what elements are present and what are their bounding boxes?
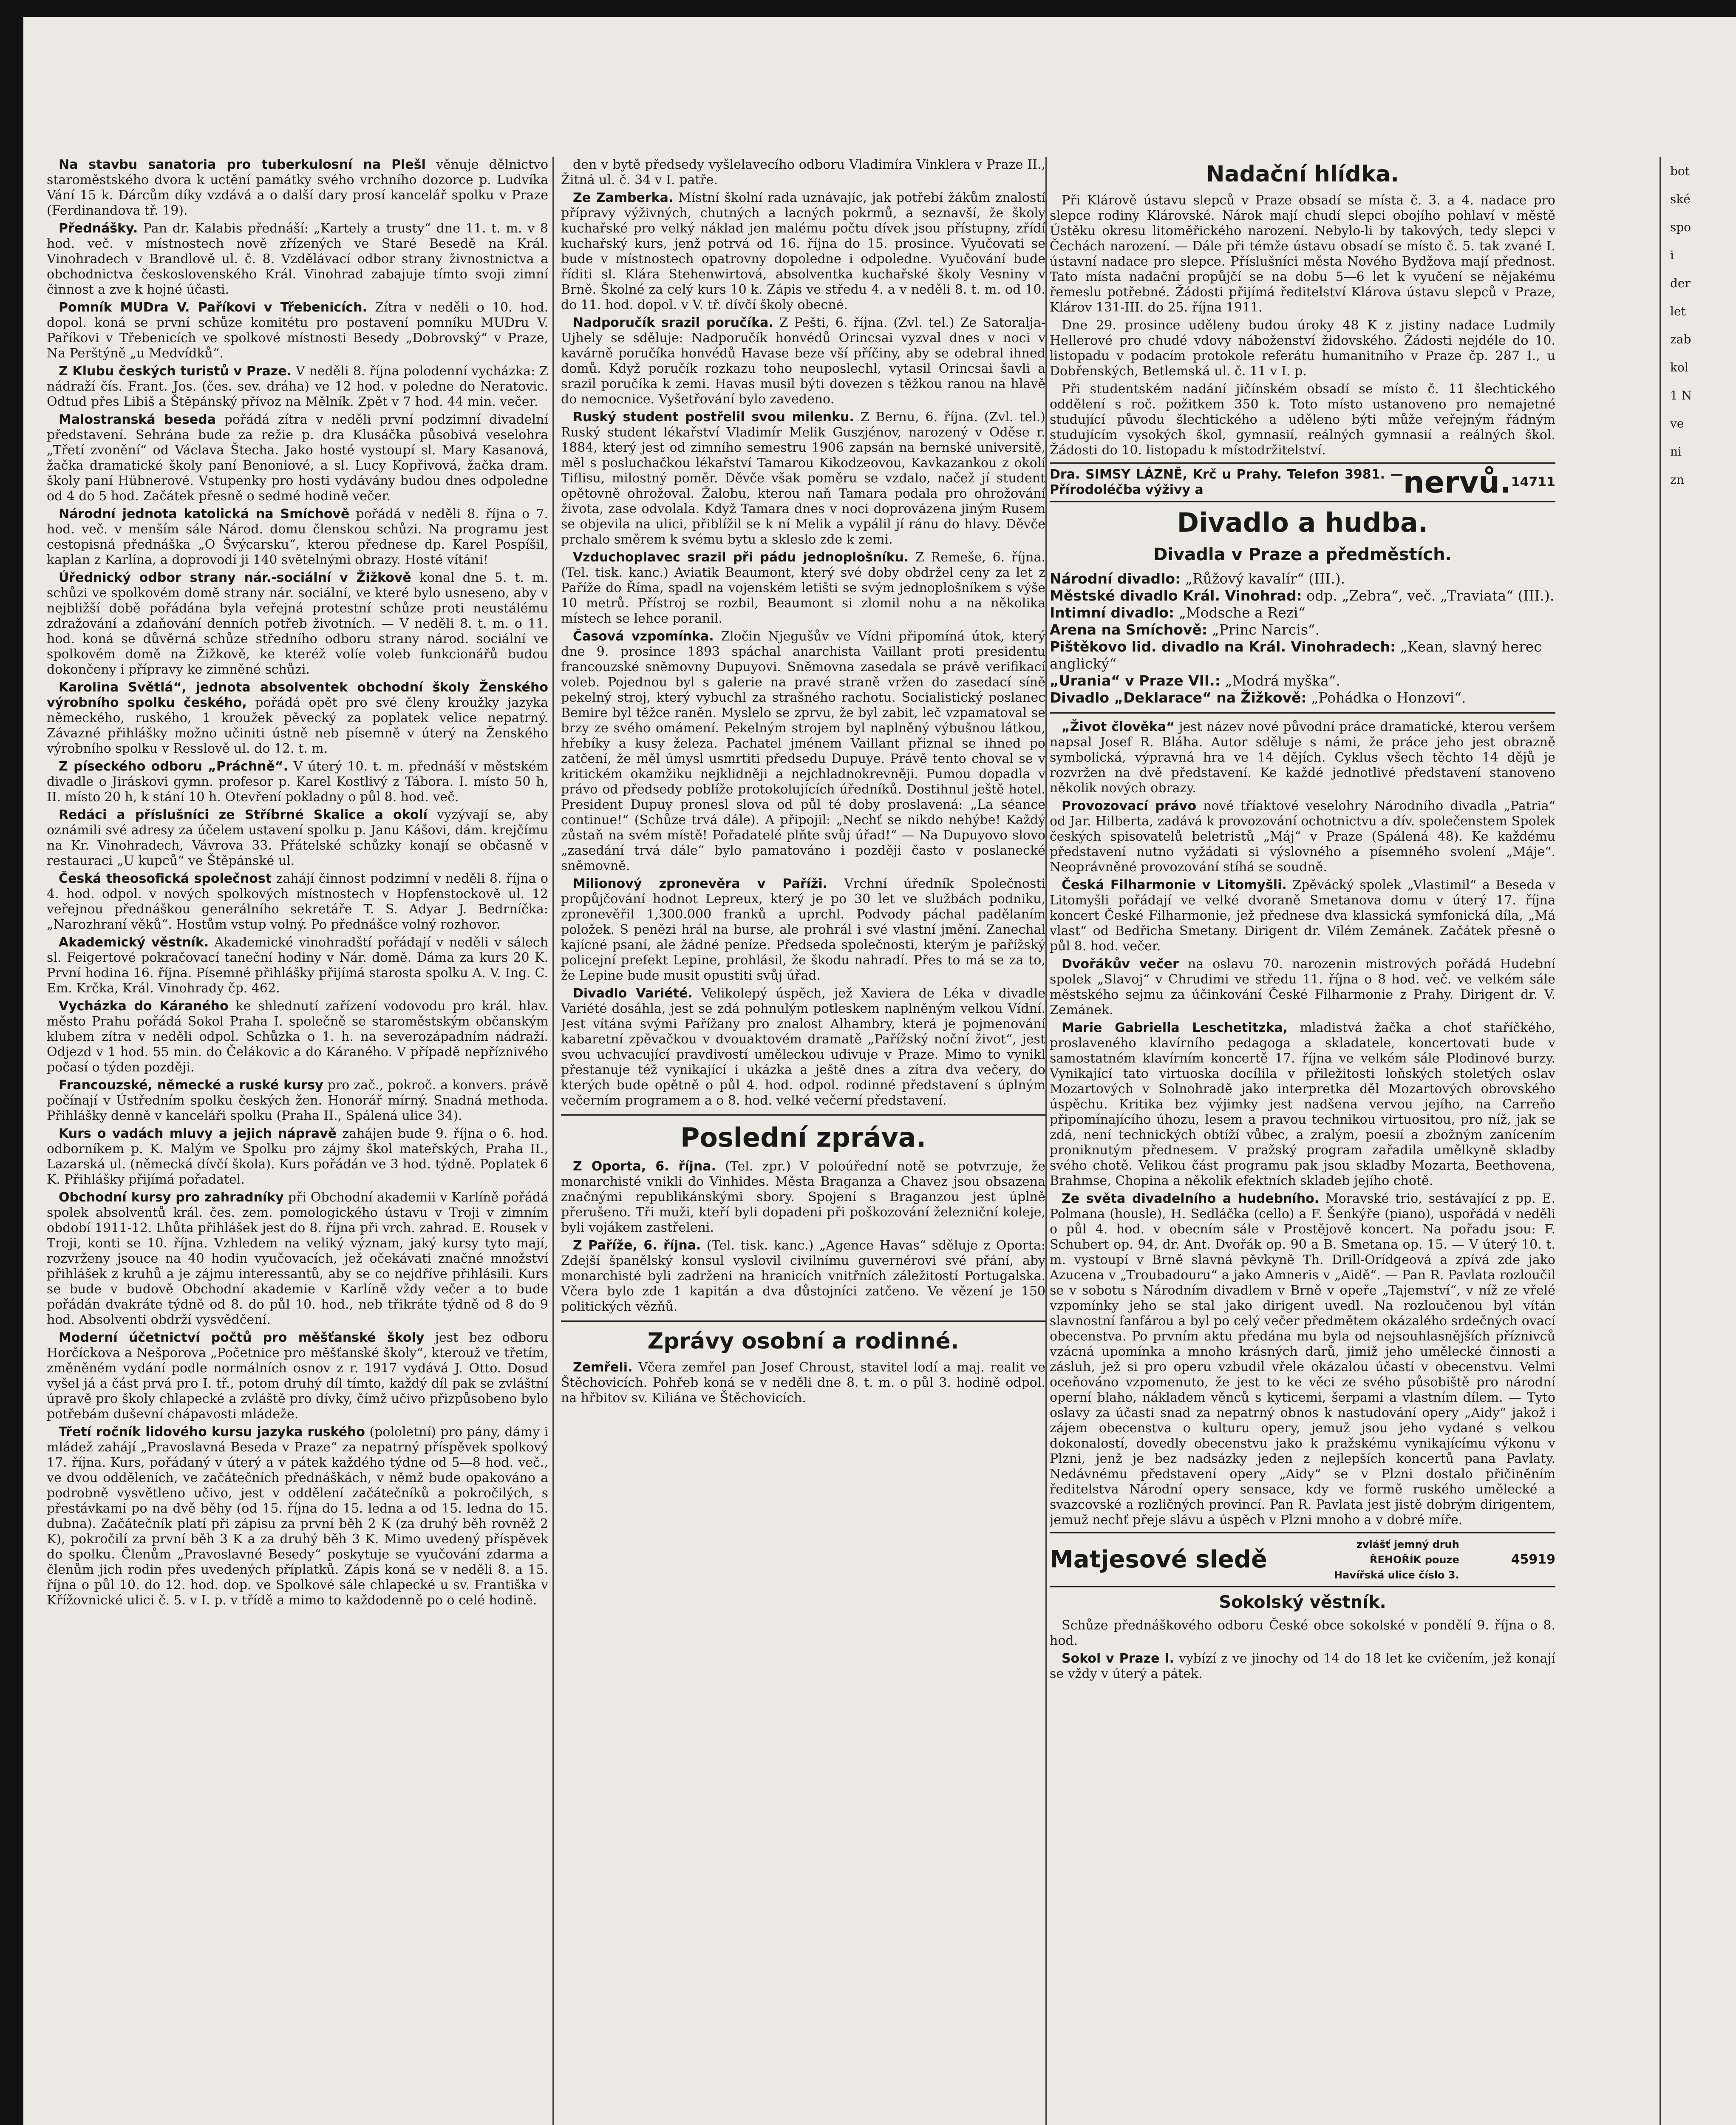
article-text: (Tel. zpr.) V poloúřední notě se potvrzuje, že monarchisté vnikli do Vinhides. Města Braganza a Chavez jsou obsazena značnými republikánskými sbory. Spojení s Braganzou jest úplně přerušeno. Tři muži, kteří byli dopadeni při poškozování železniční koleje, byli vojákem zastřeleni. (561, 1159, 1045, 1235)
article-paragraph (47, 507, 548, 568)
article-text: Z Pešti, 6. října. (Zvl. tel.) Ze Satoralja-Ujhely se sděluje: Nadporučík honvédů Orincsai vyzval dnes v noci v kavárně poručíka honvédů Havase beze vší příčiny, aby se odebral ihned domů. Když poručík rozkazu toho neuposlechl, vytasil Orincsai šavli a srazil poručíka k zemi. Havas musil býti dovezen s těžkou ranou na hlavě do nemocnice. Vyšetřování bylo zavedeno. (561, 315, 1045, 407)
article-paragraph (561, 1360, 1045, 1406)
theatre-house: Národní divadlo: (1050, 570, 1181, 587)
theatre-play: „Modsche a Rezi“ (1178, 604, 1306, 621)
cut-off-text-fragment: bot (1670, 164, 1690, 178)
advert-sledi-text: zvlášť jemný druh ŘEHOŘÍK pouze Havířská ulice číslo 3. (1334, 1538, 1459, 1581)
article-text: pořádá v neděli 8. října o 7. hod. več. v menším sále Národ. domu členskou schůzi. Na programu jest cestopisná přednáška „O Švýcarsku“, kterou přednese dp. Karel Pospíšil, kaplan z Karlína, a doprovodí ji 140 světelnými obrazy. Hosté vítáni! (47, 507, 548, 567)
article-paragraph (1050, 878, 1555, 954)
article-paragraph (1050, 193, 1555, 315)
theatre-play: „Princ Narcis“. (1212, 621, 1320, 638)
advert-nervu-word: nervů. (1403, 465, 1511, 500)
sokol-items (1050, 1618, 1555, 1682)
article-lead: Z Paříže, 6. října. (573, 1238, 701, 1253)
article-paragraph (561, 876, 1045, 983)
article-lead: Z Klubu českých turistů v Praze. (59, 364, 292, 379)
article-paragraph (561, 629, 1045, 874)
article-paragraph (1050, 957, 1555, 1018)
article-text: V neděli 8. října polodenní vycházka: Z nádraží čís. Frant. Jos. (čes. sev. dráha) ve 12 hod. v poledne do Neratovic. Odtud přes Libiš a Štěpánský přívoz na Mělník. Zpět v 7 hod. 44 min. večer. (47, 364, 548, 409)
article-text: Dne 29. prosince uděleny budou úroky 48 K z jistiny nadace Ludmily Hellerové pro chudé vdovy náboženství židovského. Žádosti nejdéle do 10. listopadu v podacím protokole referátu humanitního v Praze čp. 287 I., u Dobřenských, Betlemská ul. č. 11 v I. p. (1050, 318, 1555, 379)
article-text: Velikolepý úspěch, jež Xaviera de Léka v divadle Variété dosáhla, jest se zdá pohnulým potleskem naplněným velkou Vídní. Jest vítána svými Pařížany pro znalost Alhambry, která je pojmenování kabaretní zpěvačkou v dvouaktovém dramatě „Pařížský noční život“, jest svou uchvacující pravdivostí uměleckou udivuje v Praze. Mimo to vynikl přestanuje též vynikající i ukázka a ještě dnes a zítra dva večery, do kterých bude opětně o půl 4. hod. odpol. rodinné představení s úplným večerním programem a o 8. hod. velké večerní představení. (561, 986, 1045, 1108)
article-lead: Přednášky. (59, 221, 138, 236)
article-lead: Třetí ročník lidového kursu jazyka ruského (59, 1425, 365, 1439)
article-lead: Akademický věstník. (59, 935, 209, 950)
article-text: Při studentském nadání jičínském obsadí se místo č. 11 šlechtického oddělení s roč. požitkem 350 k. Toto místo ustanoveno pro nemajetné studující původu šlechtického a uděleno býti může veřejným řádným studujícím vysokých škol, gymnasií, reálných gymnasií a reálných škol. Žádosti do 10. listopadu k místodržitelství. (1050, 382, 1555, 458)
article-text: vyzývají se, aby oznámili své adresy za účelem ustavení spolku p. Janu Kášovi, dám. krejčímu na Kr. Vinohradech, Vávrova 33. Přátelské schůzky konají se občasně v restauraci „U kupců“ ve Štěpánské ul. (47, 808, 548, 868)
article-text: V úterý 10. t. m. přednáší v městském divadle o Jiráskovi gymn. profesor p. Karel Kostlivý z Tábora. I. místo 50 h, II. místo 20 h, k stání 10 h. Otevření pokladny o půl 8. hod. več. (47, 759, 548, 805)
cut-off-text-fragment: ské (1670, 192, 1691, 206)
article-text: Zítra v neděli o 10. hod. dopol. koná se první schůze komitétu pro postavení pomníku MUDru V. Paříkovi v Třebenicích ve spolkové místnosti Besedy „Dobrovský“ v Praze, Na Perštýně „u Medvídků“. (47, 300, 548, 361)
article-text: jest název nové původní práce dramatické, kterou veršem napsal Josef R. Bláha. Autor sděluje s námi, že práce jeho jest obrazně symbolická, výpravná hra ve 14 dějích. Cyklus všech těchto 14 dějů je rozvržen na dvě představení. Ke každé jednotlivé představení stanoveno několik nových obrazy. (1050, 720, 1555, 796)
theatre-play: „Modrá myška“. (1225, 672, 1341, 689)
theatre-entry (1050, 672, 1555, 689)
article-text: Schůze přednáškového odboru České obce sokolské v pondělí 9. října o 8. hod. (1050, 1618, 1555, 1648)
divider (561, 1114, 1045, 1116)
article-paragraph (1050, 1651, 1555, 1682)
personal-news-items (561, 1360, 1045, 1406)
article-text: na oslavu 70. narozenin mistrových pořádá Hudební spolek „Slavoj“ v Chrudimi ve středu 11. října o 8 hod. več. ve velkém sále městského sejmu za účinkování České Filharmonie z Prahy. Dirigent dr. V. Zemánek. (1050, 957, 1555, 1017)
article-text: Zločin Njegušův ve Vídni připomíná útok, který dne 9. prosince 1893 spáchal anarchista Vaillant proti presidentu francouzské sněmovny Dupuyovi. Sněmovna zasedala se právě verifikací voleb. Pojednou byl s galerie na pravé straně vržen do zasedací síně pekelný stroj, který vybuchl za strašného rachotu. Socialistický poslanec Bemire byl těžce raněn. Myslelo se zprvu, že byl zabit, leč vzpamatoval se brzy ze svého omámení. Pekelným strojem byl naplněný výbušnou látkou, hřebíky a kusy železa. Pachatel jménem Vaillant přiznal se ihned po zatčení, že měl úmysl usmrtiti předsedu Dupuye. Právě tento choval se v kritickém okamžiku nejklidněji a nejchladnokrevněji. Pumou dopadla v právo od předsedy poblíže protokolujících úředníků. Dostihnul ještě hotel. President Dupuy pronesl slova od půl té doby proslavená: „La séance continue!“ (Schůze trvá dále). A připojil: „Nechť se nikdo nehýbe! Každý zůstaň na svém místě! Pořadatelé plňte svůj úřad!“ — Na Dupuyovo slovo „zasedání trvá dále“ bylo pamatováno i později často v poslanecké sněmovně. (561, 629, 1045, 873)
cut-off-text-fragment: der (1670, 276, 1691, 290)
article-text: zahájí činnost podzimní v neděli 8. října o 4. hod. odpol. v nových spolkových místnostech v Hopfenstockově ul. 12 veřejnou přednáškou generálního sekretáře T. S. Adyar J. Bedrníčka: „Narozhraní věků“. Hostům vstup volný. Po přednášce volný rozhovor. (47, 871, 548, 932)
article-lead: Na stavbu sanatoria pro tuberkulosní na Plešl (59, 157, 426, 172)
article-paragraph (47, 999, 548, 1075)
heading-theatre-music: Divadlo a hudba. (1177, 507, 1428, 538)
article-lead: Milionový zpronevěra v Paříži. (573, 876, 828, 891)
article-text: Vrchní úředník Společnosti propůjčování hodnot Lepreux, který je po 30 let ve službách podniku, zpronevěřil 1,300.000 franků a uprchl. Podvody páchal padělaním položek. S penězi hrál na burse, ale prohrál i své vlastní jmění. Zanechal kajícné psaní, ale žádné peníze. Předseda společnosti, kterým je pařížský policejní prefekt Lepine, prohlásil, že škodu nahradí. Přes to má se za to, že Lepine bude musit opustiti svůj úřad. (561, 876, 1045, 983)
article-paragraph (47, 871, 548, 932)
article-lead: Sokol v Praze I. (1062, 1651, 1174, 1666)
article-text: pro zač., pokroč. a konvers. právě počínají v Ústředním spolku českých žen. Honorář mírný. Snadná methoda. Přihlášky denně v kanceláři spolku (Praha II., Spálená ulice 34). (47, 1078, 548, 1123)
article-paragraph (561, 1238, 1045, 1315)
article-paragraph (1050, 799, 1555, 875)
article-paragraph (47, 759, 548, 805)
article-lead: Divadlo Variété. (573, 986, 693, 1001)
article-text: Akademické vinohradští pořádají v neděli v sálech sl. Feigertové pokračovací taneční hodiny v Nár. domě. Dáma za kurs 20 K. První hodina 16. října. Písemné přihlášky přijímá starosta spolku A. V. Ing. C. Em. Krčka, Král. Vinohrady čp. 462. (47, 935, 548, 996)
article-lead: Česká theosofická společnost (59, 871, 272, 886)
column-2-news (561, 157, 1045, 1108)
article-lead: Obchodní kursy pro zahradníky (59, 1190, 284, 1205)
article-lead: Vzduchoplavec srazil při pádu jednoplošníku. (573, 550, 909, 565)
article-paragraph (47, 300, 548, 361)
theatre-play: odp. „Zebra“, več. „Traviata“ (III.). (1306, 587, 1555, 604)
article-text: Pan dr. Kalabis přednáší: „Kartely a trusty“ dne 11. t. m. v 8 hod. več. v místnostech nově zřízených ve Staré Besedě na Král. Vinohradech v Brandlově ul. č. 8. Vzdělávací odbor strany živnostnictva a obchodnictva československého Král. Vinohrad zabajuje tímto svoji zimní činnost a zve k hojné účasti. (47, 221, 548, 297)
article-paragraph (1050, 382, 1555, 458)
article-paragraph (561, 986, 1045, 1108)
article-text: pořádá opět pro své členy kroužky jazyka německého, ruského, 1 kroužek pěvecký za poplatek velice nepatrný. Závazné přihlášky možno učiniti ústně neb písemně v úterý na Ženského výrobního spolku v Resslově ul. do 12. t. m. (47, 695, 548, 756)
article-paragraph (1050, 720, 1555, 796)
article-lead: Moderní účetnictví počtů pro měšťanské školy (59, 1330, 425, 1345)
theatre-entry (1050, 604, 1555, 621)
theatre-house: Arena na Smíchově: (1050, 621, 1207, 638)
column-4-fragment (1670, 157, 1730, 2125)
advert-sledi-number: 45919 (1511, 1552, 1555, 1567)
article-text: věnuje dělnictvo staroměstského dvora k uctění památky svého vrchního dozorce p. Ludvíka Vání 15 k. Dárcům díky vzdává a o další dary prosí kancelář spolku v Praze (Ferdinandova tř. 19). (47, 157, 548, 218)
theatre-house: Pištěkovo lid. divadlo na Král. Vinohradech: (1050, 638, 1396, 655)
article-lead: Francouzské, německé a ruské kursy (59, 1078, 323, 1093)
article-text: vybízí z ve jinochy od 14 do 18 let ke cvičením, jež konají se vždy v úterý a pátek. (1050, 1651, 1555, 1681)
article-text: Z Remeše, 6. října. (Tel. tisk. kanc.) Aviatik Beaumont, který své doby obdržel ceny za let z Paříže do Říma, spadl na vojenském letišti se svým jednoplošníkem s výše 10 metrů. Přístroj se rozbil, Beaumont si zlomil nohu a na několika místech se lehce poranil. (561, 550, 1045, 626)
cut-off-text-fragment: 1 N (1670, 388, 1692, 402)
article-text: Místní školní rada uznávajíc, jak potřebí žákům znalostí přípravy výživných, chutných a lacných pokrmů, a seznavší, že školy kuchařské pro velký náklad jen malému počtu dívek jsou přístupny, zřídí kuchařský kurs, jenž potrvá od 16. října do 15. prosince. Vyučovati se bude v místnostech opatrovny dopoledne i odpoledne. Vyučování bude říditi sl. Klára Stehenwirtová, absolventka kuchařské školy Vesniny v Brně. Školné za celý kurs 10 k. Zápis ve středu 4. a v neděli 8. t. m. od 10. do 11. hod. dopol. v V. tř. dívčí školy obecné. (561, 190, 1045, 312)
article-text: den v bytě předsedy vyšlelavecího odboru Vladimíra Vinklera v Praze II., Žitná ul. č. 34 v I. patře. (561, 157, 1045, 187)
article-lead: Kurs o vadách mluvy a jejich nápravě (59, 1126, 337, 1141)
heading-sokol-bulletin: Sokolský věstník. (1219, 1592, 1386, 1612)
last-news-items (561, 1159, 1045, 1315)
article-paragraph (561, 1159, 1045, 1235)
column-1 (47, 157, 548, 2125)
theatre-entry (1050, 689, 1555, 706)
divider (561, 1320, 1045, 1322)
theatre-house: Intimní divadlo: (1050, 604, 1175, 621)
article-lead: „Život člověka“ (1062, 720, 1175, 734)
article-text: (pololetní) pro pány, dámy i mládež zahájí „Pravoslavná Beseda v Praze“ za nepatrný příspěvek spolkový 17. října. Kurs, pořádaný v úterý a v pátek každého týdne od 5—8 hod. več., ve dvou odděleních, ve začátečních přednáškách, v němž bude opakováno a podrobně vysvětleno učivo, jest v oddělení začátečníků a pokročilých, s přestávkami po na dvě běhy (od 15. října do 15. ledna a od 15. ledna do 15. dubna). Začátečník platí při zápisu za první běh 2 K (za druhý běh rovněž 2 K), pokročilí za první běh 3 K a za druhý běh 3 K. Mimo uvedený příspěvek do spolku. Členům „Pravoslavné Besedy“ poskytuje se vyučování zdarma a členům jich rodin přes uvedených příplatků. Zápis koná se v neděli 8. a 15. října o půl 10. do 12. hod. dop. ve Spolkové sále chlapecké u sv. Františka v Křížovnické ulici č. 5. v I. p. v třídě a mimo to každodenně po o celé hodině. (47, 1425, 548, 1608)
article-text: Při Klárově ústavu slepců v Praze obsadí se místa č. 3. a 4. nadace pro slepce rodiny Klárovské. Nárok mají chudí slepci obojího pohlaví v městě Ústěku okresu litoměřického narození. Nebylo-li by takových, tedy slepci v Čechách narození. — Dále při témže ústavu obsadí se místo č. 5. tak zvané I. ústavní nadace pro slepce. Příslušníci města Nového Bydžova mají přednost. Tato místa nadační propůjčí se na dobu 5—6 let k vyučení se nějakému řemeslu potřebné. Žádosti přijímá ředitelství Klárova ústavu slepců v Praze, Klárov 131-III. do 25. října 1911. (1050, 193, 1555, 315)
article-text: nové tříaktové veselohry Národního divadla „Patria“ od Jar. Hilberta, zadává k provozování ochotnictvu a dív. společenstem Spolek českých spisovatelů beletristů „Máj“ v Praze (Spálená 48). Ke každému představení nutno vyžádati si výslovného a písemného svolení „Máje“. Neoprávněné provozování stíhá se soudně. (1050, 799, 1555, 875)
article-text: (Tel. tisk. kanc.) „Agence Havas“ sděluje z Oporta: Zdejší španělský konsul vyslovil civilnímu guvernérovi své přání, aby monarchisté byli zadrženi na hranicích vnitřních záležitostí Portugalska. Včera bylo zde 1 kapitán a dva důstojníci zatčeno. Ve vězení je 150 politických vězňů. (561, 1238, 1045, 1314)
theatre-house: „Urania“ v Praze VII.: (1050, 672, 1221, 689)
article-text: konal dne 5. t. m. schůzi ve spolkovém domě strany nár. sociální, ve které bylo usneseno, aby v nejbližší době pořádána byla veřejná protestní schůze proti neustálému zdražování a zdaňování denních potřeb životních. — V neděli 8. t. m. o 11. hod. koná se důvěrná schůze středního odboru strany národ. sociální ve spolkovém domě na Žižkově, ke kteréž volíe voleb funkcionářů budou dokončeny i přípravy ke zimněné schůzi. (47, 570, 548, 677)
advert-nervu-text: Dra. SIMSY LÁZNĚ, Krč u Prahy. Telefon 3981. — Přírodoléčba výživy a (1050, 467, 1403, 497)
article-lead: Redáci a příslušníci ze Stříbrné Skalice a okolí (59, 808, 428, 822)
article-lead: Pomník MUDra V. Paříkovi v Třebenicích. (59, 300, 367, 315)
article-text: Včera zemřel pan Josef Chroust, stavitel lodí a maj. realit ve Štěchovicích. Pohřeb koná se v neděli dne 8. t. m. o půl 3. hodině odpol. na hřbitov sv. Kiliána ve Štěchovicích. (561, 1360, 1045, 1405)
article-text: mladistvá žačka a choť staříčkého, proslaveného klavírního pedagoga a skladatele, koncertovati bude v samostatném klavírním koncertě 17. října ve velkém sále Plodinové burzy. Vynikající tato virtuoska docílila v přiležitosti loňských stoletých oslav Mozartových v Solnohradě jako interpretka děl Mozartových obrovského úspěchu. Kritika bez výjimky jest nadšena vervou jejího, na Carreňo připomínajícího úhozu, lesem a pravou technikou virtuositou, pro níž, jak se zdá, není technických obtíží vůbec, a zralým, poesií a zbožným zanícením proniknutým přednesem. V pražský program zařadila umělkyně skladby svého chotě. Velikou část programu pak jsou skladby Mozarta, Beethovena, Brahmse, Chopina a několik efektních skladeb jejího chotě. (1050, 1020, 1555, 1188)
theatre-entry (1050, 638, 1555, 672)
scan-top-edge (0, 0, 1736, 17)
article-lead: Česká Filharmonie v Litomyšli. (1062, 878, 1287, 892)
article-paragraph (47, 680, 548, 756)
theatre-play: „Pohádka o Honzovi“. (1311, 689, 1466, 706)
column-rule (1660, 157, 1661, 2125)
article-paragraph (47, 412, 548, 504)
advert-nervu-number: 14711 (1511, 475, 1555, 490)
theatre-listing (1050, 570, 1555, 706)
divider (1050, 712, 1555, 714)
heading-last-news: Poslední zpráva. (680, 1122, 926, 1153)
article-lead: Zemřeli. (573, 1360, 633, 1375)
theatre-entry (1050, 621, 1555, 638)
article-paragraph (47, 1078, 548, 1124)
heading-personal-news: Zprávy osobní a rodinné. (647, 1329, 959, 1354)
article-lead: Malostranská beseda (59, 412, 216, 427)
article-paragraph (561, 410, 1045, 547)
theatre-entry (1050, 587, 1555, 604)
advert-nervu (1050, 462, 1555, 502)
theatre-play: „Kean, slavný herec anglický“ (1050, 638, 1542, 672)
article-paragraph (47, 364, 548, 410)
cut-off-text-fragment: zn (1670, 473, 1684, 487)
article-text: zahájen bude 9. října o 6. hod. odborníkem p. K. Malým ve Spolku pro zájmy škol mateřských, Praha II., Lazarská ul. (německá dívčí škola). Kurs pořádán ve 3 hod. týdně. Poplatek 6 K. Přihlášky přijímá pořadatel. (47, 1126, 548, 1187)
column-rule (1045, 157, 1047, 2125)
article-text: Zpěvácký spolek „Vlastimil“ a Beseda v Litomyšli pořádají ve velké dvoraně Smetanova domu v úterý 17. října koncert České Filharmonie, jež přednese dva klassická symfonická díla, „Má vlast“ od Bedřicha Smetany. Dirigent dr. Vilém Zemánek. Začátek přesně o půl 8. hod. večer. (1050, 878, 1555, 954)
article-lead: Časová vzpomínka. (573, 629, 714, 644)
heading-theatres-prague: Divadla v Praze a předměstích. (1153, 545, 1452, 564)
article-paragraph (1050, 1020, 1555, 1189)
article-paragraph (47, 808, 548, 869)
article-paragraph (47, 1190, 548, 1328)
article-paragraph (47, 570, 548, 677)
article-paragraph (47, 1330, 548, 1422)
article-lead: Z píseckého odboru „Práchně“. (59, 759, 289, 774)
article-text: při Obchodní akademii v Karlíně pořádá spolek absolventů král. čes. zem. pomologického ústavu v Troji v zimním období 1911-12. Lhůta přihlášek jest do 8. října při vrch. zahrad. E. Rousek v Troji, konti se 10. října. Vzhledem na veliký význam, jaký kursy tyto mají, rozvrženy jsouce na 40 hodin vyučovacích, jež očekávati značné množství přihlášek z kruhů a je zájmu interessantů, aby se co nejdříve přihlásili. Kurs se bude v budově Obchodní akademie v Karlíně vždy večer a to bude pořádán dvakráte týdně od 8. do půl 10. hod., neb třikráte týdně od 8 do 9 hod. Absolventi obdrží vysvědčení. (47, 1190, 548, 1327)
article-text: pořádá zítra v neděli první podzimní divadelní představení. Sehrána bude za režie p. dra Klusáčka působivá veselohra „Třetí zvonění“ od Václava Štecha. Jako hosté vystoupí sl. Mary Kasanová, žačka dramatické školy paní Benoniové, a sl. Lucy Kopřivová, žačka dram. školy paní Hübnerové. Vstupenky pro hosti vydávány budou dnes odpoledne od 4 do 5 hod. Začátek přesně o sedmé hodině večer. (47, 412, 548, 504)
article-text: jest bez odboru Horčíckova a Nešporova „Početnice pro měšťanské školy“, kterouž ve třetím, změněném vydání podle normálních osnov z r. 1917 vydává J. Otto. Dosud vyšel já a část prvá pro I. tř., potom druhý díl tímto, každý díl pak se zvláštní úpravě pro školy chlapecké a zvláště pro dívky, čímž učivo přizpůsobeno bylo potřebám duševní chápavosti mládeže. (47, 1330, 548, 1422)
article-text: Z Bernu, 6. října. (Zvl. tel.) Ruský student lékařství Vladimír Melik Guszjénov, narozený v Oděse r. 1884, který jest od zimního semestru 1906 zapsán na bernské universitě, měl s posluchačkou lékařství Tamarou Kikodzeovou, Kavkazankou z okolí Tiflisu, milostný poměr. Děvče však poměru se vzdalo, načež jí student opětovně ohrožoval. Žalobu, kterou naň Tamara podala pro ohrožování života, zase odvolala. Když Tamara dnes v noci doprovázena jiným Rusem se objevila na ulici, přiblížil se k ní Melik a vypálil jí ránu do hlavy. Děvče prchalo směrem k svému bytu a skleslo zde k zemi. (561, 410, 1045, 547)
theatre-house: Divadlo „Deklarace“ na Žižkově: (1050, 689, 1307, 706)
article-paragraph (47, 935, 548, 996)
theatre-play: „Růžový kavalír“ (III.). (1185, 570, 1345, 587)
article-paragraph (1050, 1618, 1555, 1649)
article-paragraph (561, 550, 1045, 626)
cut-off-text-fragment: ve (1670, 416, 1684, 431)
article-paragraph (1050, 1191, 1555, 1528)
article-lead: Provozovací právo (1062, 799, 1197, 813)
cut-off-text-fragment: spo (1670, 220, 1691, 234)
cut-off-text-fragment: i (1670, 248, 1674, 262)
article-lead: Ze světa divadelního a hudebního. (1062, 1191, 1320, 1206)
article-lead: Z Oporta, 6. října. (573, 1159, 716, 1174)
article-paragraph (47, 1425, 548, 1608)
article-lead: Vycházka do Káraného (59, 999, 229, 1014)
advert-sledi (1050, 1532, 1555, 1587)
article-lead: Národní jednota katolická na Smíchově (59, 507, 350, 521)
theatre-music-items (1050, 720, 1555, 1528)
cut-off-text-fragment: ni (1670, 445, 1682, 459)
article-text: Moravské trio, sestávající z pp. E. Polmana (housle), H. Sedláčka (cello) a F. Šenkýře (piano), uspořádá v neděli o půl 4. hod. v obecním sále v Prostějově koncert. Na pořadu jsou: F. Schubert op. 94, dr. Ant. Dvořák op. 90 a B. Smetana op. 15. — V úterý 10. t. m. vystoupí v Brně slavná pěvkyně Th. Drill-Orídgeová a zpívá zde jako Azucena v „Troubadouru“ a jako Amneris v „Aidě“. — Pan R. Pavlata rozloučil se v sobotu s Národním divadlem v Brně v opeře „Tajemství“, v níž ze vřelé vzpomínky jeho se stal jako dirigent uvedl. Na rozloučenou byl vítán slavnostní fanfárou a byl po celý večer předmětem okázalého srdečných ovací obecenstva. Po prvním aktu předána mu byla od nejsouhlasnějších příznivců vzácná upomínka a mnoho krásných darů, jimiž jeho umělecké činnosti a zásluh, jež si pro operu vzbudil vřele okázalou účastí v obecenstvu. Velmi oceňováno vzpomenuto, že jest to ke věci ze svého působiště pro národní operní blaho, nákladem věnců s kyticemi, šerpami a vlastním dílem. — Tyto oslavy za účasti snad za nepatrný obnos k nastudování opery „Aidy“ jakož i zájem obecenstva o kulturu opery, jemuž jsou jeho vydané s velkou dokonalostí, dovedly obecenstvu jako k pražskému vynikajícímu výkonu v Plzni, jenž je bez nadsázky jeden z nejlepších koncertů pana Pavlaty. Nedávnému představení opery „Aidy“ se v Plzni dostalo přičiněním ředitelstva Národní opery sensace, kdy ve formě ruského umělecké a svazcovské a rozličných provincí. Pan R. Pavlata jest jistě dobrým dirigentem, jemuž nechť přeje slávu a úspěch v Plzni mnoho a v dobré míře. (1050, 1191, 1555, 1527)
scan-left-edge (0, 0, 23, 2125)
advert-sledi-title: Matjesové sledě (1050, 1546, 1267, 1573)
article-lead: Ze Zamberka. (573, 190, 674, 205)
foundation-items (1050, 193, 1555, 458)
theatre-entry (1050, 570, 1555, 587)
article-lead: Marie Gabriella Leschetitzka, (1062, 1020, 1288, 1035)
article-text: ke shlednutí zařízení vodovodu pro král. hlav. město Prahu pořádá Sokol Praha I. společně se staroměstským občanským klubem zítra v neděli odpol. Schůzka o 1. h. na severozápadním nádraží. Odjezd v 1 hod. 55 min. do Čelákovic a do Káraného. V případě nepříznivého počasí o týden později. (47, 999, 548, 1075)
article-paragraph (47, 157, 548, 218)
heading-foundation-watch: Nadační hlídka. (1206, 162, 1399, 187)
article-paragraph (561, 190, 1045, 313)
column-3 (1050, 157, 1555, 2125)
article-paragraph (47, 1126, 548, 1187)
article-paragraph (1050, 318, 1555, 379)
column-2 (561, 157, 1045, 2125)
article-lead: Úřednický odbor strany nár.-sociální v Žižkově (59, 570, 411, 585)
article-lead: Dvořákův večer (1062, 957, 1179, 972)
article-paragraph (47, 221, 548, 298)
article-lead: Karolina Světlá“, jednota absolventek obchodní školy Ženského výrobního spolku českého, (47, 680, 548, 710)
column-rule (552, 157, 554, 2125)
cut-off-text-fragment: kol (1670, 360, 1688, 374)
cut-off-text-fragment: let (1670, 304, 1686, 318)
article-lead: Nadporučík srazil poručíka. (573, 315, 773, 330)
article-paragraph (561, 315, 1045, 407)
article-paragraph (561, 157, 1045, 188)
theatre-house: Městské divadlo Král. Vinohrad: (1050, 587, 1302, 604)
article-lead: Ruský student postřelil svou milenku. (573, 410, 854, 425)
cut-off-text-fragment: zab (1670, 332, 1691, 346)
